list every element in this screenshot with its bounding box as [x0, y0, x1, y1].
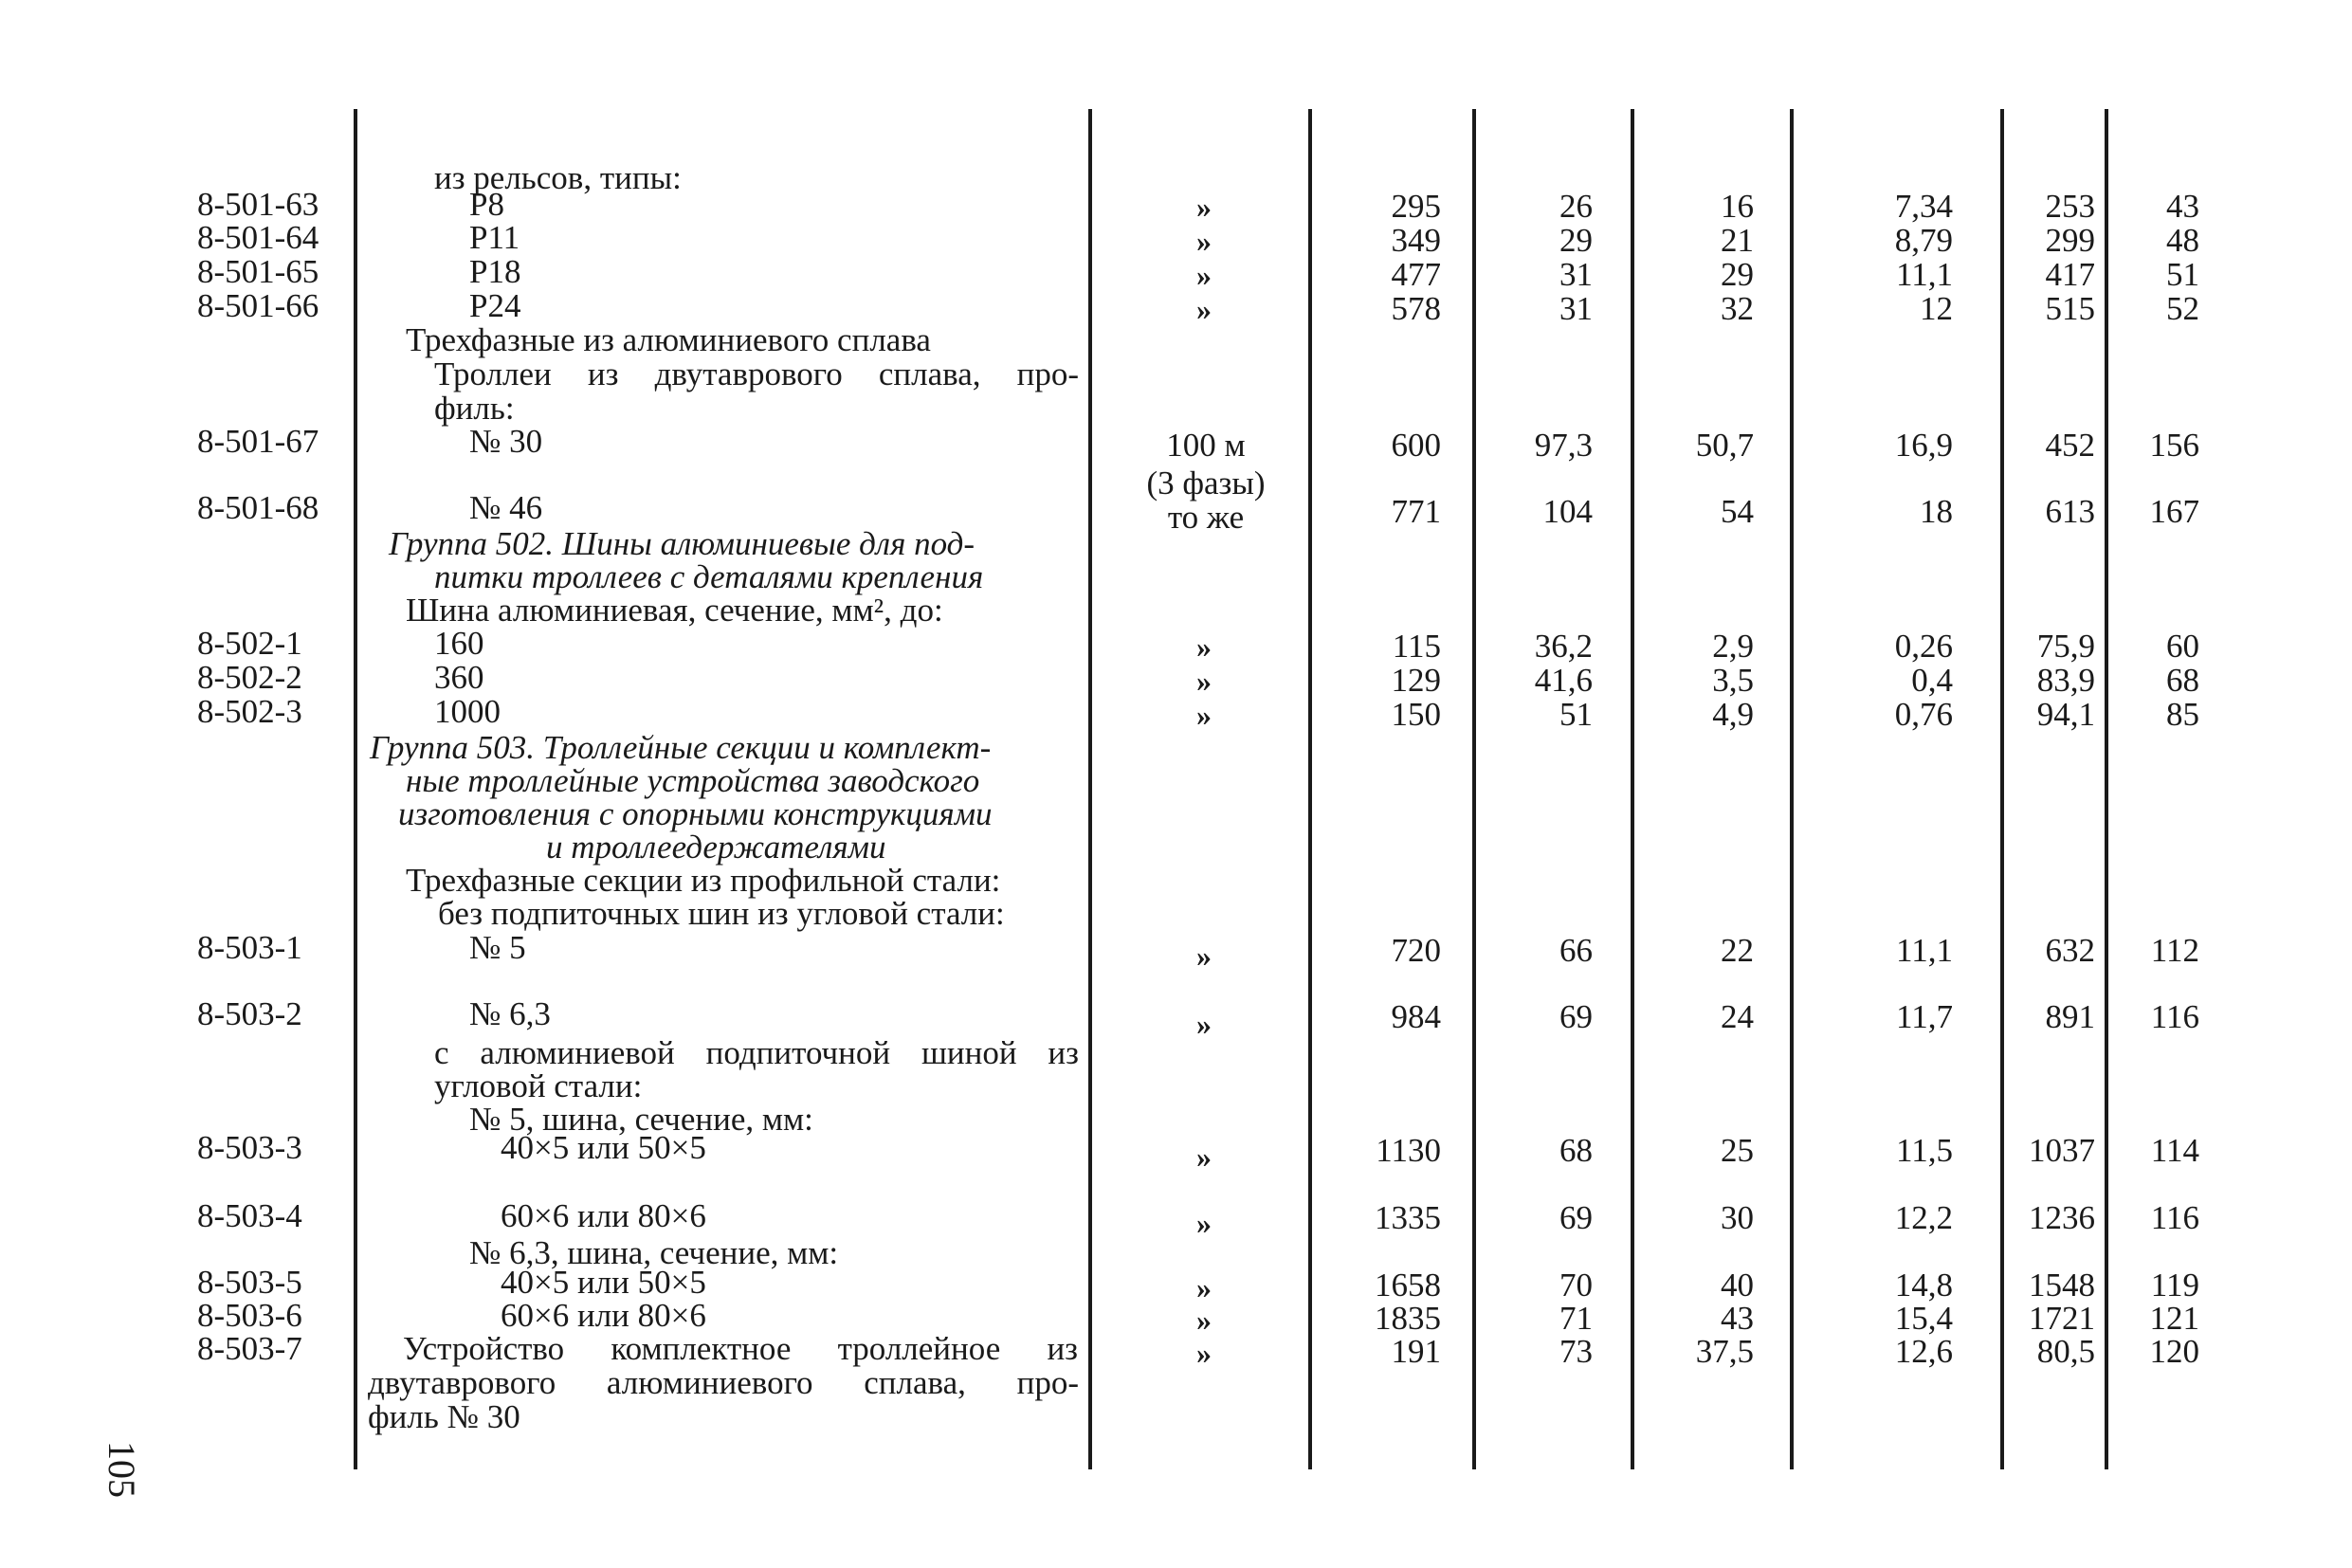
value-cell: 114 [2150, 1132, 2199, 1169]
value-cell: 48 [2166, 222, 2199, 259]
row-name: Шина алюминиевая, сечение, мм², до: [406, 592, 943, 629]
value-cell: 121 [2149, 1300, 2199, 1337]
ditto-mark: » [1196, 1206, 1212, 1240]
value-cell: 12,6 [1894, 1333, 1953, 1370]
row-code: 8-503-7 [197, 1330, 302, 1367]
value-cell: 116 [2150, 998, 2199, 1035]
row-name: Р24 [469, 287, 521, 324]
value-cell: 21 [1721, 222, 1754, 259]
value-cell: 29 [1559, 222, 1593, 259]
value-cell: 75,9 [2036, 628, 2095, 665]
value-cell: 85 [2166, 696, 2199, 733]
value-cell: 477 [1391, 256, 1441, 293]
row-code: 8-502-3 [197, 693, 302, 730]
ditto-mark: » [1196, 1270, 1212, 1304]
value-cell: 600 [1391, 427, 1441, 464]
value-cell: 891 [2045, 998, 2095, 1035]
value-cell: 11,1 [1896, 932, 1953, 969]
value-cell: 720 [1391, 932, 1441, 969]
value-cell: 515 [2045, 290, 2095, 327]
value-cell: 1658 [1375, 1267, 1441, 1304]
unit-cell: 100 м [1166, 427, 1246, 464]
value-cell: 16 [1721, 188, 1754, 225]
value-cell: 69 [1559, 998, 1593, 1035]
value-cell: 1548 [2029, 1267, 2095, 1304]
ditto-mark: » [1196, 258, 1212, 292]
value-cell: 30 [1721, 1199, 1754, 1236]
value-cell: 16,9 [1894, 427, 1953, 464]
value-cell: 11,1 [1896, 256, 1953, 293]
value-cell: 771 [1391, 493, 1441, 530]
value-cell: 51 [1559, 696, 1593, 733]
row-code: 8-503-5 [197, 1264, 302, 1301]
value-cell: 43 [1721, 1300, 1754, 1337]
value-cell: 3,5 [1712, 662, 1754, 699]
value-cell: 15,4 [1894, 1300, 1953, 1337]
ditto-mark: » [1196, 698, 1212, 732]
row-name: 360 [434, 659, 484, 696]
row-name: филь: [434, 390, 515, 427]
value-cell: 12 [1920, 290, 1953, 327]
row-code: 8-502-1 [197, 625, 302, 662]
value-cell: 97,3 [1534, 427, 1593, 464]
value-cell: 1335 [1375, 1199, 1441, 1236]
value-cell: 36,2 [1534, 628, 1593, 665]
group-heading: Группа 503. Троллейные секции и комплект- [370, 729, 992, 766]
row-name: 60×6 или 80×6 [501, 1297, 706, 1334]
group-heading: и троллеедержателями [546, 829, 886, 866]
value-cell: 1130 [1376, 1132, 1441, 1169]
row-name: из рельсов, типы: [434, 159, 682, 196]
value-cell: 26 [1559, 188, 1593, 225]
row-name: Устройство комплектное троллейное из [403, 1330, 1078, 1367]
value-cell: 50,7 [1695, 427, 1754, 464]
value-cell: 54 [1721, 493, 1754, 530]
ditto-mark: » [1196, 1007, 1212, 1041]
row-code: 8-501-67 [197, 423, 319, 460]
row-name: № 46 [469, 489, 543, 526]
value-cell: 613 [2045, 493, 2095, 530]
group-heading: ные троллейные устройства заводского [406, 762, 980, 799]
column-rule [1088, 109, 1092, 1469]
value-cell: 1721 [2029, 1300, 2095, 1337]
value-cell: 40 [1721, 1267, 1754, 1304]
value-cell: 31 [1559, 290, 1593, 327]
value-cell: 41,6 [1534, 662, 1593, 699]
row-name: № 5, шина, сечение, мм: [469, 1101, 813, 1138]
value-cell: 60 [2166, 628, 2199, 665]
value-cell: 11,7 [1896, 998, 1953, 1035]
row-name: Троллеи из двутаврового сплава, про- [434, 356, 1079, 392]
ditto-mark: » [1196, 629, 1212, 664]
ditto-mark: » [1196, 1303, 1212, 1337]
row-code: 8-501-64 [197, 219, 319, 256]
row-name: № 6,3, шина, сечение, мм: [469, 1234, 839, 1271]
ditto-mark: » [1196, 190, 1212, 224]
value-cell: 2,9 [1712, 628, 1754, 665]
value-cell: 7,34 [1894, 188, 1953, 225]
row-code: 8-501-63 [197, 186, 319, 223]
ditto-mark: » [1196, 1336, 1212, 1370]
ditto-mark: » [1196, 224, 1212, 258]
ditto-mark: » [1196, 1140, 1212, 1174]
value-cell: 32 [1721, 290, 1754, 327]
value-cell: 24 [1721, 998, 1754, 1035]
row-name: Р8 [469, 186, 504, 223]
value-cell: 51 [2166, 256, 2199, 293]
row-code: 8-501-65 [197, 253, 319, 290]
value-cell: 129 [1391, 662, 1441, 699]
column-rule [1790, 109, 1794, 1469]
group-heading: изготовления с опорными конструкциями [398, 795, 993, 832]
value-cell: 4,9 [1712, 696, 1754, 733]
row-name: № 30 [469, 423, 543, 460]
row-name: угловой стали: [434, 1067, 643, 1104]
value-cell: 349 [1391, 222, 1441, 259]
row-name: филь № 30 [368, 1398, 520, 1435]
value-cell: 66 [1559, 932, 1593, 969]
value-cell: 11,5 [1896, 1132, 1953, 1169]
row-code: 8-502-2 [197, 659, 302, 696]
value-cell: 115 [1392, 628, 1441, 665]
value-cell: 14,8 [1894, 1267, 1953, 1304]
value-cell: 452 [2045, 427, 2095, 464]
value-cell: 632 [2045, 932, 2095, 969]
value-cell: 31 [1559, 256, 1593, 293]
row-name: 1000 [434, 693, 501, 730]
value-cell: 73 [1559, 1333, 1593, 1370]
value-cell: 150 [1391, 696, 1441, 733]
row-name: № 6,3 [469, 995, 551, 1032]
value-cell: 37,5 [1695, 1333, 1754, 1370]
row-name: Трехфазные секции из профильной стали: [406, 862, 1001, 899]
row-name: № 5 [469, 929, 526, 966]
row-code: 8-503-4 [197, 1197, 302, 1234]
value-cell: 0,76 [1894, 696, 1953, 733]
ditto-mark: » [1196, 664, 1212, 698]
unit-cell: (3 фазы) [1146, 465, 1266, 501]
row-name: Трехфазные из алюминиевого сплава [406, 321, 931, 358]
row-name: 160 [434, 625, 484, 662]
group-heading: питки троллеев с деталями крепления [434, 558, 984, 595]
value-cell: 120 [2149, 1333, 2199, 1370]
value-cell: 112 [2150, 932, 2199, 969]
value-cell: 104 [1542, 493, 1593, 530]
value-cell: 94,1 [2036, 696, 2095, 733]
value-cell: 578 [1391, 290, 1441, 327]
value-cell: 417 [2045, 256, 2095, 293]
value-cell: 1236 [2029, 1199, 2095, 1236]
value-cell: 12,2 [1894, 1199, 1953, 1236]
column-rule [354, 109, 357, 1469]
row-name: 60×6 или 80×6 [501, 1197, 706, 1234]
value-cell: 119 [2150, 1267, 2199, 1304]
value-cell: 1835 [1375, 1300, 1441, 1337]
row-name: с алюминиевой подпиточной шиной из [434, 1034, 1079, 1071]
page-number: 105 [100, 1441, 143, 1498]
row-code: 8-501-68 [197, 489, 319, 526]
row-name: Р11 [469, 219, 520, 256]
value-cell: 18 [1920, 493, 1953, 530]
value-cell: 71 [1559, 1300, 1593, 1337]
value-cell: 68 [2166, 662, 2199, 699]
value-cell: 156 [2149, 427, 2199, 464]
value-cell: 70 [1559, 1267, 1593, 1304]
row-name: 40×5 или 50×5 [501, 1129, 706, 1166]
value-cell: 25 [1721, 1132, 1754, 1169]
row-code: 8-503-6 [197, 1297, 302, 1334]
row-name: Р18 [469, 253, 521, 290]
ditto-mark: » [1196, 292, 1212, 326]
row-code: 8-503-1 [197, 929, 302, 966]
value-cell: 1037 [2029, 1132, 2095, 1169]
row-name: двутаврового алюминиевого сплава, про- [368, 1364, 1079, 1401]
value-cell: 83,9 [2036, 662, 2095, 699]
value-cell: 167 [2149, 493, 2199, 530]
unit-cell: то же [1167, 499, 1245, 536]
value-cell: 29 [1721, 256, 1754, 293]
ditto-mark: » [1196, 939, 1212, 973]
value-cell: 43 [2166, 188, 2199, 225]
value-cell: 295 [1391, 188, 1441, 225]
row-code: 8-503-3 [197, 1129, 302, 1166]
value-cell: 22 [1721, 932, 1754, 969]
row-code: 8-503-2 [197, 995, 302, 1032]
value-cell: 299 [2045, 222, 2095, 259]
value-cell: 68 [1559, 1132, 1593, 1169]
row-name: без подпиточных шин из угловой стали: [438, 895, 1005, 932]
group-heading: Группа 502. Шины алюминиевые для под- [389, 525, 975, 562]
row-code: 8-501-66 [197, 287, 319, 324]
value-cell: 80,5 [2036, 1333, 2095, 1370]
value-cell: 984 [1391, 998, 1441, 1035]
value-cell: 69 [1559, 1199, 1593, 1236]
row-name: 40×5 или 50×5 [501, 1264, 706, 1301]
value-cell: 0,26 [1894, 628, 1953, 665]
value-cell: 253 [2045, 188, 2095, 225]
value-cell: 0,4 [1911, 662, 1953, 699]
value-cell: 116 [2150, 1199, 2199, 1236]
value-cell: 8,79 [1894, 222, 1953, 259]
value-cell: 191 [1391, 1333, 1441, 1370]
value-cell: 52 [2166, 290, 2199, 327]
